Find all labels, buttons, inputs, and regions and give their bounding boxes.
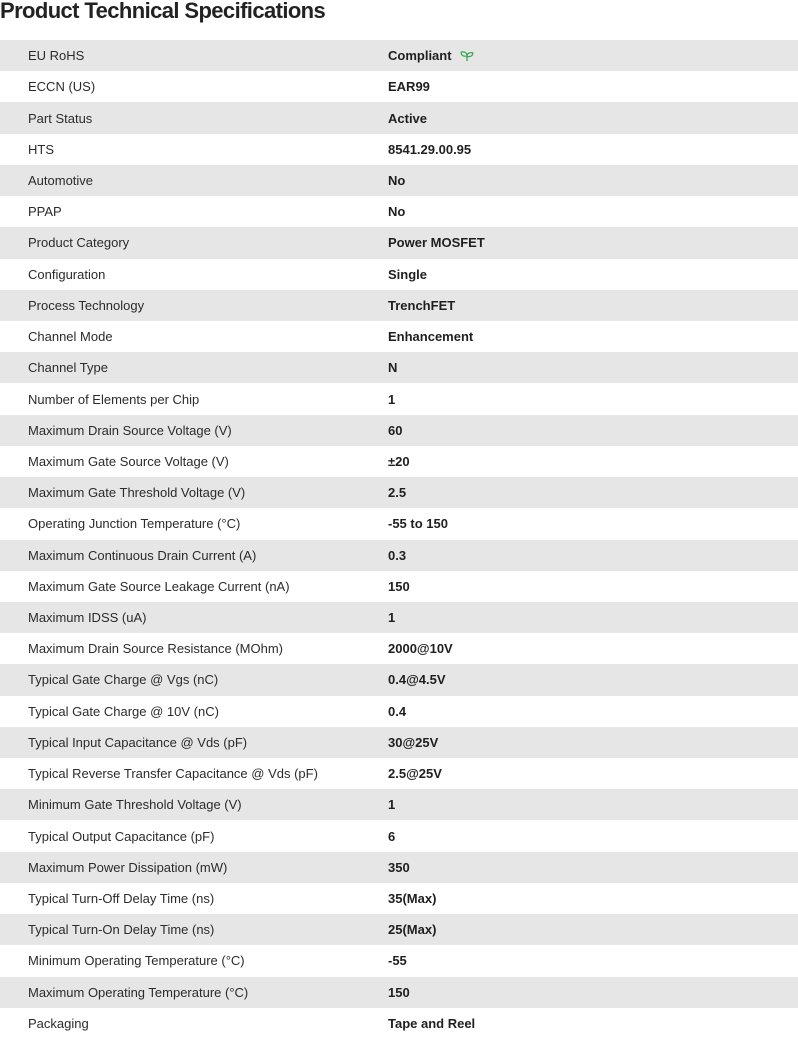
spec-value: No bbox=[388, 172, 406, 188]
spec-value-cell bbox=[388, 891, 436, 906]
table-row bbox=[0, 259, 798, 290]
spec-value-cell bbox=[388, 485, 406, 500]
spec-label: Product Category bbox=[28, 235, 130, 251]
spec-value-cell bbox=[388, 548, 406, 563]
spec-label: ECCN (US) bbox=[28, 79, 96, 95]
spec-value: 0.4@4.5V bbox=[388, 672, 446, 688]
specifications-table bbox=[0, 40, 798, 1039]
spec-value-cell bbox=[388, 48, 474, 63]
spec-value: Active bbox=[388, 110, 428, 126]
spec-label: Part Status bbox=[28, 110, 93, 126]
table-row bbox=[0, 789, 798, 820]
spec-value-cell bbox=[388, 111, 427, 126]
spec-label: Typical Turn-Off Delay Time (ns) bbox=[28, 891, 215, 907]
spec-value: 60 bbox=[388, 422, 403, 438]
spec-value: 2.5 bbox=[388, 485, 407, 501]
table-row bbox=[0, 852, 798, 883]
table-row bbox=[0, 40, 798, 71]
table-row bbox=[0, 383, 798, 414]
spec-value-cell bbox=[388, 829, 395, 844]
spec-label: Channel Mode bbox=[28, 329, 113, 345]
spec-value-cell bbox=[388, 953, 407, 968]
table-row bbox=[0, 352, 798, 383]
table-row bbox=[0, 196, 798, 227]
spec-label: Automotive bbox=[28, 172, 94, 188]
spec-value-cell bbox=[388, 797, 395, 812]
spec-value: 150 bbox=[388, 578, 410, 594]
leaf-icon bbox=[460, 50, 474, 62]
spec-value: No bbox=[388, 204, 406, 220]
spec-label: HTS bbox=[28, 141, 54, 157]
table-row bbox=[0, 571, 798, 602]
spec-value-cell bbox=[388, 922, 436, 937]
table-row bbox=[0, 321, 798, 352]
spec-value-cell bbox=[388, 79, 430, 94]
spec-value: 2000@10V bbox=[388, 641, 453, 657]
spec-value: ±20 bbox=[388, 453, 410, 469]
page-title: Product Technical Specifications bbox=[0, 0, 326, 23]
spec-value-cell bbox=[388, 142, 471, 157]
spec-label: Channel Type bbox=[28, 360, 108, 376]
spec-label: Maximum Drain Source Resistance (MOhm) bbox=[28, 641, 284, 657]
spec-value-cell bbox=[388, 985, 410, 1000]
spec-label: Process Technology bbox=[28, 297, 145, 313]
spec-value-cell bbox=[388, 423, 402, 438]
table-row bbox=[0, 977, 798, 1008]
spec-value: 1 bbox=[388, 797, 396, 813]
table-row bbox=[0, 696, 798, 727]
table-row bbox=[0, 602, 798, 633]
spec-value: Single bbox=[388, 266, 428, 282]
table-row bbox=[0, 633, 798, 664]
spec-value-cell bbox=[388, 704, 406, 719]
table-row bbox=[0, 477, 798, 508]
spec-label: Packaging bbox=[28, 1015, 89, 1031]
spec-value-cell bbox=[388, 392, 395, 407]
spec-value-cell bbox=[388, 641, 453, 656]
table-row bbox=[0, 727, 798, 758]
spec-value: 350 bbox=[388, 859, 410, 875]
spec-label: EU RoHS bbox=[28, 48, 85, 64]
spec-label: Minimum Gate Threshold Voltage (V) bbox=[28, 797, 242, 813]
table-row bbox=[0, 165, 798, 196]
spec-value-cell bbox=[388, 173, 405, 188]
spec-label: Typical Gate Charge @ Vgs (nC) bbox=[28, 672, 219, 688]
spec-label: Maximum Gate Threshold Voltage (V) bbox=[28, 485, 246, 501]
spec-value-cell bbox=[388, 610, 395, 625]
table-row bbox=[0, 945, 798, 976]
spec-value: 8541.29.00.95 bbox=[388, 141, 472, 157]
spec-value-cell bbox=[388, 672, 446, 687]
spec-value: Enhancement bbox=[388, 329, 474, 345]
spec-label: Maximum Gate Source Voltage (V) bbox=[28, 453, 229, 469]
spec-label: Maximum Drain Source Voltage (V) bbox=[28, 422, 232, 438]
spec-label: Maximum IDSS (uA) bbox=[28, 610, 147, 626]
spec-value: 0.3 bbox=[388, 547, 407, 563]
spec-value: 0.4 bbox=[388, 703, 407, 719]
spec-label: Maximum Continuous Drain Current (A) bbox=[28, 547, 257, 563]
spec-value-cell bbox=[388, 454, 410, 469]
spec-value-cell bbox=[388, 735, 438, 750]
table-row bbox=[0, 227, 798, 258]
spec-label: Minimum Operating Temperature (°C) bbox=[28, 953, 245, 969]
spec-label: Typical Reverse Transfer Capacitance @ Vds (pF) bbox=[28, 766, 318, 782]
spec-value: 6 bbox=[388, 828, 396, 844]
spec-label: Typical Turn-On Delay Time (ns) bbox=[28, 922, 215, 938]
spec-value-cell bbox=[388, 235, 485, 250]
spec-value: 35(Max) bbox=[388, 891, 437, 907]
spec-value-cell bbox=[388, 579, 410, 594]
spec-value: -55 to 150 bbox=[388, 516, 448, 532]
spec-value-cell bbox=[388, 360, 397, 375]
spec-label: Maximum Power Dissipation (mW) bbox=[28, 859, 228, 875]
table-row bbox=[0, 540, 798, 571]
spec-value: -55 bbox=[388, 953, 407, 969]
table-row bbox=[0, 134, 798, 165]
table-row bbox=[0, 508, 798, 539]
spec-label: Maximum Gate Source Leakage Current (nA) bbox=[28, 578, 290, 594]
spec-value-cell bbox=[388, 298, 455, 313]
spec-value: 1 bbox=[388, 391, 396, 407]
spec-label: Typical Input Capacitance @ Vds (pF) bbox=[28, 734, 248, 750]
spec-value-cell bbox=[388, 516, 448, 531]
table-row bbox=[0, 1008, 798, 1039]
spec-value: Power MOSFET bbox=[388, 235, 485, 251]
spec-value: Compliant bbox=[388, 48, 452, 64]
spec-value-cell bbox=[388, 267, 427, 282]
spec-value-cell bbox=[388, 329, 473, 344]
table-row bbox=[0, 664, 798, 695]
spec-label: Number of Elements per Chip bbox=[28, 391, 200, 407]
spec-value: TrenchFET bbox=[388, 297, 456, 313]
table-row bbox=[0, 446, 798, 477]
spec-value: EAR99 bbox=[388, 79, 430, 95]
spec-value: 25(Max) bbox=[388, 922, 437, 938]
table-row bbox=[0, 820, 798, 851]
spec-label: Typical Output Capacitance (pF) bbox=[28, 828, 215, 844]
spec-label: Maximum Operating Temperature (°C) bbox=[28, 984, 249, 1000]
table-row bbox=[0, 883, 798, 914]
spec-value: 1 bbox=[388, 610, 396, 626]
spec-value: 150 bbox=[388, 984, 410, 1000]
spec-label: Typical Gate Charge @ 10V (nC) bbox=[28, 703, 219, 719]
spec-value: 30@25V bbox=[388, 734, 439, 750]
spec-value: N bbox=[388, 360, 398, 376]
spec-value-cell bbox=[388, 1016, 475, 1031]
spec-value-cell bbox=[388, 204, 405, 219]
spec-label: Operating Junction Temperature (°C) bbox=[28, 516, 241, 532]
table-row bbox=[0, 102, 798, 133]
table-row bbox=[0, 71, 798, 102]
table-row bbox=[0, 758, 798, 789]
table-row bbox=[0, 415, 798, 446]
spec-value: Tape and Reel bbox=[388, 1015, 476, 1031]
spec-value-cell bbox=[388, 860, 410, 875]
spec-value: 2.5@25V bbox=[388, 766, 442, 782]
spec-value-cell bbox=[388, 766, 442, 781]
table-row bbox=[0, 914, 798, 945]
spec-label: PPAP bbox=[28, 204, 62, 220]
spec-label: Configuration bbox=[28, 266, 106, 282]
table-row bbox=[0, 290, 798, 321]
